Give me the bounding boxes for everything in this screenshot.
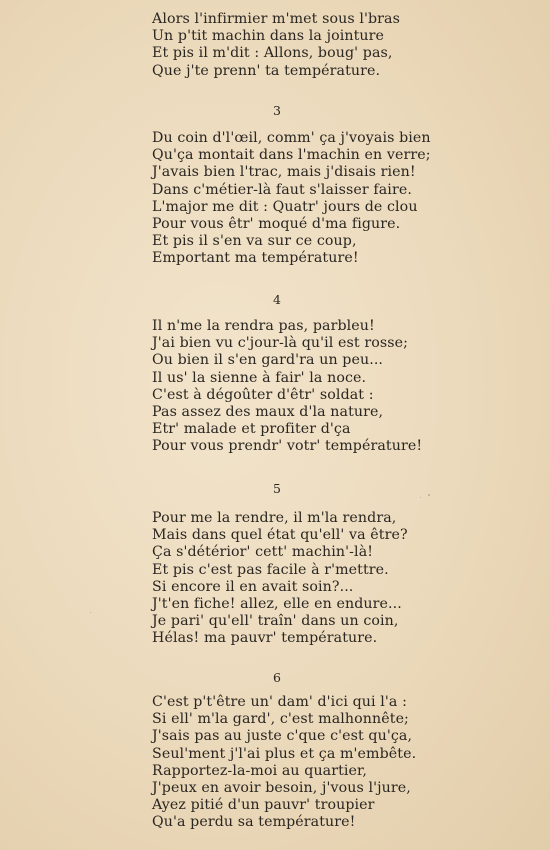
verse-line: J'peux en avoir besoin, j'vous l'jure,: [152, 779, 411, 796]
verse-line: J'avais bien l'trac, mais j'disais rien!: [152, 164, 416, 181]
paper-speck: [420, 497, 421, 498]
verse-line: L'major me dit : Quatr' jours de clou: [152, 198, 418, 215]
verse-line: Si ell' m'la gard', c'est malhonnête;: [152, 711, 409, 728]
verse-line: C'est p't'être un' dam' d'ici qui l'a :: [152, 694, 407, 710]
stanza: [152, 694, 442, 832]
verse-line: Et pis il m'dit : Allons, boug' pas,: [152, 45, 393, 62]
verse-line: Dans c'métier-là faut s'laisser faire.: [152, 181, 412, 198]
verse-line: Qu'ça montait dans l'machin en verre;: [152, 147, 431, 164]
verse-line: J'sais pas au juste c'que c'est qu'ça,: [152, 728, 413, 745]
verse-line: Un p'tit machin dans la jointure: [152, 28, 385, 45]
verse-line: C'est à dégoûter d'êtr' soldat :: [152, 386, 374, 403]
stanza: [152, 510, 442, 648]
verse-line: Pour vous prendr' votr' température!: [152, 438, 423, 455]
verse-line: Pas assez des maux d'la nature,: [152, 403, 384, 420]
verse-line: Il n'me la rendra pas, parbleu!: [152, 318, 375, 334]
verse-line: Si encore il en avait soin?...: [152, 578, 354, 595]
verse-line: Emportant ma température!: [152, 250, 359, 267]
stanza-number: 6: [273, 670, 281, 685]
verse-line: J't'en fiche! allez, elle en endure...: [152, 595, 402, 612]
verse-line: Alors l'infirmier m'met sous l'bras: [152, 11, 400, 27]
stanza-continued: [152, 11, 442, 80]
verse-line: Pour vous êtr' moqué d'ma figure.: [152, 215, 401, 232]
verse-line: J'ai bien vu c'jour-là qu'il est rosse;: [152, 335, 408, 352]
stanza: [152, 130, 442, 268]
verse-line: Pour me la rendre, il m'la rendra,: [152, 510, 397, 526]
stanza-number: 4: [273, 292, 281, 307]
verse-line: Il us' la sienne à fair' la noce.: [152, 369, 367, 386]
paper-speck: [428, 494, 430, 496]
verse-line: Je pari' qu'ell' traîn' dans un coin,: [152, 613, 399, 630]
verse-line: Seul'ment j'l'ai plus et ça m'embête.: [152, 745, 417, 762]
verse-line: Rapportez-la-moi au quartier,: [152, 762, 367, 779]
verse-line: Que j'te prenn' ta température.: [152, 62, 381, 79]
verse-line: Etr' malade et profiter d'ça: [152, 421, 351, 438]
stanza-number: 3: [273, 103, 281, 118]
verse-line: Et pis il s'en va sur ce coup,: [152, 233, 357, 250]
verse-line: Et pis c'est pas facile à r'mettre.: [152, 561, 389, 578]
verse-line: Mais dans quel état qu'ell' va être?: [152, 527, 408, 544]
verse-line: Ou bien il s'en gard'ra un peu...: [152, 352, 384, 369]
paper-speck: [90, 612, 91, 613]
verse-line: Ça s'détérior' cett' machin'-là!: [152, 544, 374, 561]
verse-line: Ayez pitié d'un pauvr' troupier: [152, 797, 375, 814]
stanza-number: 5: [273, 481, 281, 496]
verse-line: Qu'a perdu sa température!: [152, 814, 356, 831]
verse-line: Hélas! ma pauvr' température.: [152, 630, 378, 647]
stanza: [152, 318, 442, 456]
verse-line: Du coin d'l'œil, comm' ça j'voyais bien: [152, 130, 431, 146]
